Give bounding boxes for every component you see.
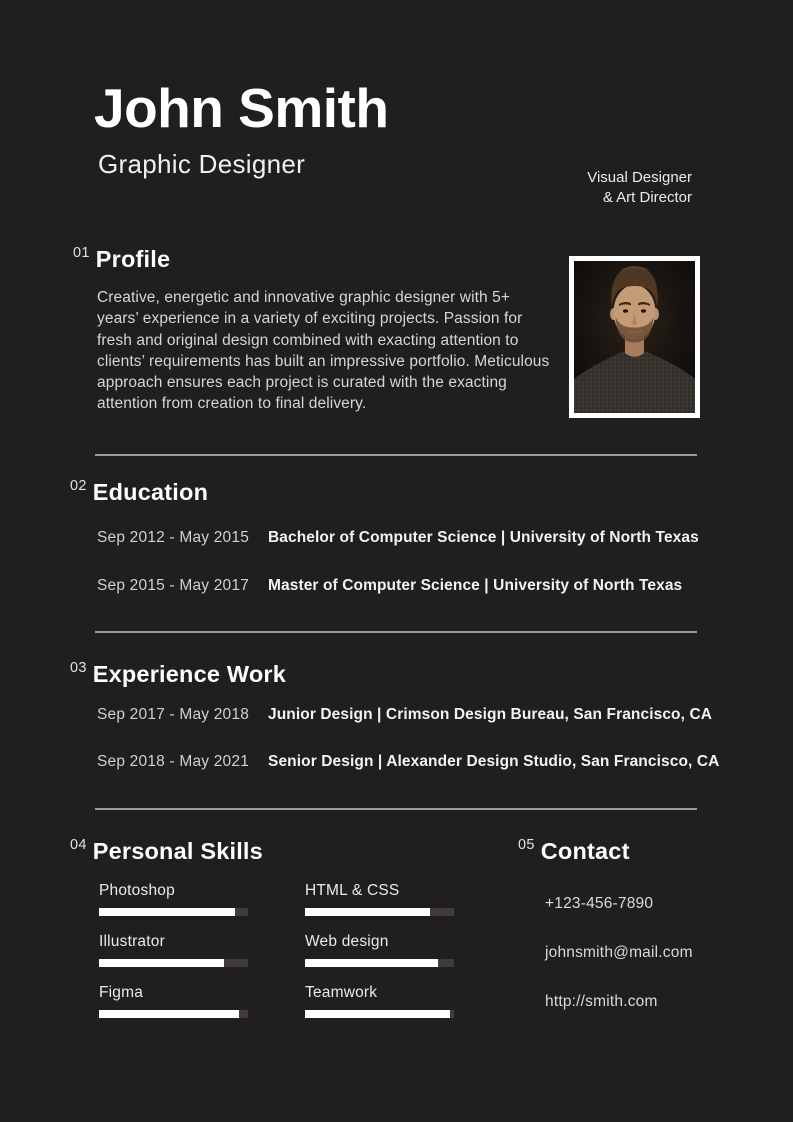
skill-item (305, 932, 454, 967)
skill-bar-fill (99, 1010, 239, 1018)
skill-bar (99, 908, 248, 916)
skill-bar (305, 1010, 454, 1018)
person-name: John Smith (94, 77, 389, 139)
skill-bar (99, 1010, 248, 1018)
section-number: 04 (70, 837, 87, 853)
skill-bar-fill (305, 1010, 450, 1018)
experience-position: Senior Design | Alexander Design Studio, San Francisco, CA (268, 753, 720, 770)
education-row (97, 528, 699, 548)
education-section-heading (70, 477, 208, 507)
skill-bar-fill (99, 908, 235, 916)
education-degree: Master of Computer Science | University of North Texas (268, 577, 683, 594)
skills-section-heading (70, 836, 263, 866)
person-role: Graphic Designer (98, 149, 306, 179)
contact-phone: +123-456-7890 (545, 895, 654, 912)
tagline (587, 168, 692, 208)
contact-list (545, 893, 693, 1040)
education-row (97, 576, 682, 596)
skill-bar (305, 908, 454, 916)
skill-label: Figma (99, 984, 144, 1001)
education-degree: Bachelor of Computer Science | University of North Texas (268, 529, 699, 546)
section-title: Profile (95, 246, 171, 272)
skill-bar (99, 959, 248, 967)
skill-bar-fill (305, 908, 430, 916)
profile-section-heading (73, 244, 170, 274)
skill-bar (305, 959, 454, 967)
tagline-line-2: & Art Director (602, 189, 692, 206)
section-number: 03 (70, 660, 87, 676)
skill-bar-fill (305, 959, 438, 967)
contact-email: johnsmith@mail.com (545, 944, 693, 961)
experience-row (97, 752, 719, 772)
skill-item (305, 881, 454, 916)
profile-summary: Creative, energetic and innovative graphic designer with 5+ years’ experience in a variety of exciting projects. Passion for fresh and original design combined with exacting attention to clients’ requirements has built an impressive portfolio. Meticulous approach ensures each project is curated with the exacting attention from creation to final delivery. (97, 289, 550, 413)
section-divider (95, 631, 697, 633)
skill-label: Photoshop (99, 882, 175, 899)
education-dates: Sep 2012 - May 2015 (97, 529, 250, 546)
skill-label: Illustrator (99, 933, 165, 950)
section-number: 05 (518, 837, 535, 853)
skills-grid (99, 881, 454, 1018)
skill-label: Web design (305, 933, 389, 950)
portrait-illustration (574, 261, 695, 413)
tagline-line-1: Visual Designer (587, 169, 692, 186)
skill-item (99, 881, 248, 916)
experience-dates: Sep 2018 - May 2021 (97, 753, 250, 770)
contact-website: http://smith.com (545, 993, 658, 1010)
skill-item (99, 983, 248, 1018)
section-title: Contact (540, 838, 630, 864)
skill-item (99, 932, 248, 967)
skill-item (305, 983, 454, 1018)
skill-bar-fill (99, 959, 224, 967)
education-dates: Sep 2015 - May 2017 (97, 577, 250, 594)
section-title: Experience Work (92, 661, 286, 687)
section-divider (95, 454, 697, 456)
section-number: 02 (70, 478, 87, 494)
section-divider (95, 808, 697, 810)
contact-section-heading (518, 836, 630, 866)
section-number: 01 (73, 245, 90, 261)
experience-position: Junior Design | Crimson Design Bureau, San Francisco, CA (268, 706, 713, 723)
section-title: Personal Skills (92, 838, 263, 864)
experience-row (97, 705, 712, 725)
skill-label: Teamwork (305, 984, 378, 1001)
section-title: Education (92, 479, 209, 505)
skill-label: HTML & CSS (305, 882, 400, 899)
experience-section-heading (70, 659, 286, 689)
experience-dates: Sep 2017 - May 2018 (97, 706, 250, 723)
portrait-photo (569, 256, 700, 418)
